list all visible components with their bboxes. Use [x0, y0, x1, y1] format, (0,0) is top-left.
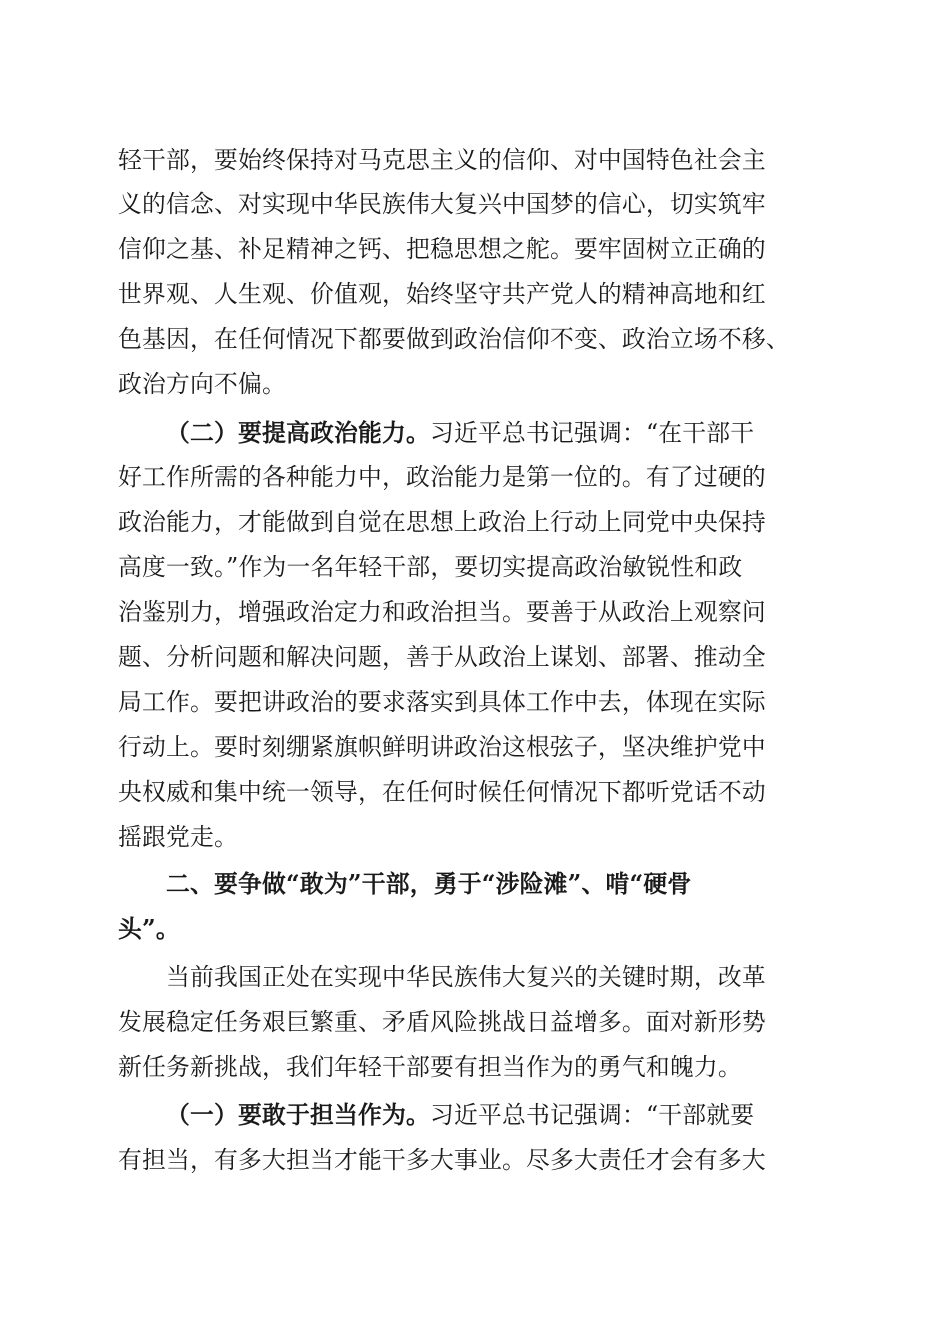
paragraph-first-line: 当前我国正处在实现中华民族伟大复兴的关键时期，改革	[166, 963, 766, 991]
paragraph-line: 轻干部，要始终保持对马克思主义的信仰、对中国特色社会主	[118, 146, 766, 174]
paragraph-line: 色基因，在任何情况下都要做到政治信仰不变、政治立场不移、	[118, 325, 790, 353]
subsection-heading: （一）要敢于担当作为。	[166, 1101, 430, 1129]
paragraph-first-line	[166, 1093, 886, 1137]
paragraph-line: 义的信念、对实现中华民族伟大复兴中国梦的信心，切实筑牢	[118, 190, 766, 218]
paragraph-line: 局工作。要把讲政治的要求落实到具体工作中去，体现在实际	[118, 688, 766, 716]
paragraph-line: 行动上。要时刻绷紧旗帜鲜明讲政治这根弦子，坚决维护党中	[118, 733, 766, 761]
paragraph-line: 好工作所需的各种能力中，政治能力是第一位的。有了过硬的	[118, 463, 766, 491]
paragraph-line: 摇跟党走。	[118, 823, 238, 851]
section-title-continued: 头”。	[118, 915, 180, 943]
paragraph-line: 新任务新挑战，我们年轻干部要有担当作为的勇气和魄力。	[118, 1053, 742, 1081]
paragraph-line: 高度一致。”作为一名年轻干部，要切实提高政治敏锐性和政	[118, 553, 743, 581]
paragraph-text: 习近平总书记强调：“干部就要	[429, 1101, 755, 1129]
paragraph-first-line	[166, 411, 886, 455]
paragraph-line: 政治能力，才能做到自觉在思想上政治上行动上同党中央保持	[118, 508, 766, 536]
paragraph-text: 习近平总书记强调：“在干部干	[429, 419, 755, 447]
subsection-heading: （二）要提高政治能力。	[166, 419, 430, 447]
paragraph-line: 信仰之基、补足精神之钙、把稳思想之舵。要牢固树立正确的	[118, 235, 766, 263]
paragraph-line: 世界观、人生观、价值观，始终坚守共产党人的精神高地和红	[118, 280, 766, 308]
paragraph-line: 政治方向不偏。	[118, 370, 286, 398]
section-title: 二、要争做“敢为”干部，勇于“涉险滩”、啃“硬骨	[166, 870, 692, 898]
paragraph-line: 央权威和集中统一领导，在任何时候任何情况下都听党话不动	[118, 778, 766, 806]
paragraph-line: 治鉴别力，增强政治定力和政治担当。要善于从政治上观察问	[118, 598, 766, 626]
paragraph-line: 题、分析问题和解决问题，善于从政治上谋划、部署、推动全	[118, 643, 766, 671]
paragraph-line: 发展稳定任务艰巨繁重、矛盾风险挑战日益增多。面对新形势	[118, 1008, 766, 1036]
paragraph-line: 有担当，有多大担当才能干多大事业。尽多大责任才会有多大	[118, 1146, 766, 1174]
